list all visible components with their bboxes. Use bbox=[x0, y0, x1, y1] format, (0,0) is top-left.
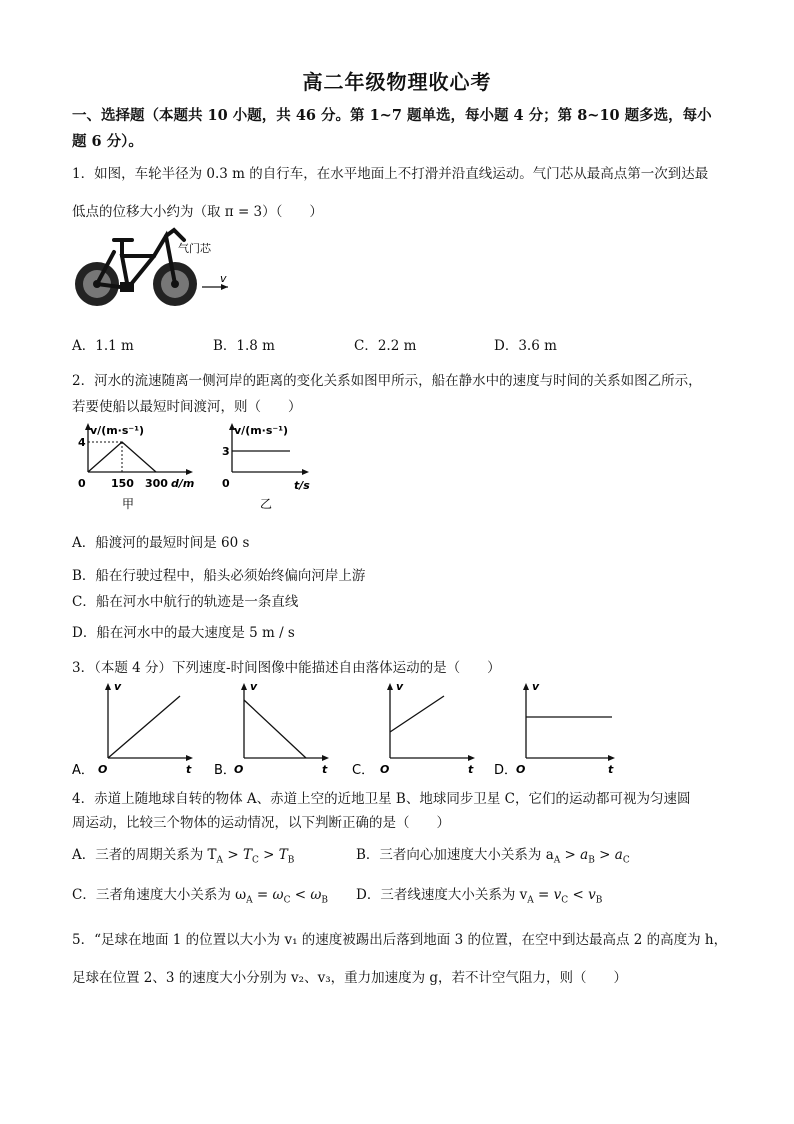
pedal bbox=[120, 282, 134, 292]
q3c-origin: O bbox=[380, 763, 390, 776]
yi-origin: 0 bbox=[222, 477, 230, 490]
jia-xtick-150: 150 bbox=[111, 477, 134, 490]
jia-ytick: 4 bbox=[78, 436, 86, 449]
jia-xlabel: d/m bbox=[171, 477, 195, 490]
q3-graphs bbox=[72, 676, 632, 780]
q1-stem-line2: 低点的位移大小约为（取 π = 3）（ ） bbox=[72, 204, 323, 220]
q2-option-d[interactable]: D．船在河水中的最大速度是 5 m / s bbox=[72, 625, 295, 641]
section-heading bbox=[72, 103, 732, 155]
q4-stem-line2: 周运动，比较三个物体的运动情况，以下判断正确的是（ ） bbox=[72, 815, 450, 831]
q3-letter-d: D． bbox=[494, 763, 518, 778]
q3-graph-c[interactable] bbox=[352, 680, 475, 778]
q5-stem-line2: 足球在位置 2、3 的速度大小分别为 v₂、v₃，重力加速度为 g，若不计空气阻力，则（ ） bbox=[72, 970, 628, 986]
q3d-v-label: v bbox=[532, 680, 540, 693]
bicycle-figure bbox=[70, 226, 240, 318]
graph-jia bbox=[78, 423, 194, 511]
jia-origin: 0 bbox=[78, 477, 86, 490]
q4-stem-line1: 4．赤道上随地球自转的物体 A、赤道上空的近地卫星 B、地球同步卫星 C，它们的运动都可视为匀速圆 bbox=[72, 791, 691, 807]
q4-option-d[interactable]: D．三者线速度大小关系为 $v_A = v_C < v_B$ bbox=[356, 887, 603, 906]
section-heading-line2: 题 6 分）。 bbox=[72, 133, 143, 150]
jia-caption: 甲 bbox=[122, 497, 135, 511]
q3d-t-label: t bbox=[608, 763, 614, 776]
q3a-t-label: t bbox=[186, 763, 192, 776]
q1-option-a[interactable]: A．1.1 m bbox=[72, 338, 134, 354]
q1-option-b[interactable]: B．1.8 m bbox=[213, 338, 275, 354]
valve-label: 气门芯 bbox=[178, 242, 211, 255]
q3-graph-d[interactable] bbox=[494, 680, 615, 778]
q3-graph-b[interactable] bbox=[214, 680, 329, 778]
q3d-origin: O bbox=[516, 763, 526, 776]
q2-option-c[interactable]: C．船在河水中航行的轨迹是一条直线 bbox=[72, 594, 299, 610]
q4-option-a-text: A．三者的周期关系为 T bbox=[72, 847, 217, 863]
q3-letter-a: A． bbox=[72, 763, 94, 778]
q3a-origin: O bbox=[98, 763, 108, 776]
q2-option-b[interactable]: B．船在行驶过程中，船头必须始终偏向河岸上游 bbox=[72, 568, 366, 584]
q4-option-c-text: C．三者角速度大小关系为 ω bbox=[72, 887, 247, 903]
yi-caption: 乙 bbox=[260, 497, 273, 511]
q3-stem-line1: 3．（本题 4 分）下列速度-时间图像中能描述自由落体运动的是（ ） bbox=[72, 660, 501, 676]
q2-stem-line2: 若要使船以最短时间渡河，则（ ） bbox=[72, 399, 302, 415]
q3b-t-label: t bbox=[322, 763, 328, 776]
q4-option-b[interactable]: B．三者向心加速度大小关系为 $a_A > a_B > a_C$ bbox=[356, 847, 630, 866]
q4-option-b-text: B．三者向心加速度大小关系为 a bbox=[356, 847, 554, 863]
q3-letter-c: C． bbox=[352, 763, 375, 778]
q3-letter-b: B． bbox=[214, 763, 236, 778]
q3-graph-a[interactable] bbox=[72, 680, 193, 778]
q3b-v-label: v bbox=[250, 680, 258, 693]
yi-xlabel: t/s bbox=[294, 479, 310, 492]
q5-stem-line1: 5．“足球在地面 1 的位置以大小为 v₁ 的速度被踢出后落到地面 3 的位置，在空中到达最高点 2 的高度为 h， bbox=[72, 932, 728, 948]
q3a-line bbox=[108, 696, 180, 758]
q3b-line bbox=[244, 700, 306, 758]
section-heading-line1: 一、选择题（本题共 10 小题，共 46 分。第 1~7 题单选，每小题 4 分；第 8~10 题多选，每小 bbox=[72, 107, 712, 124]
yi-ylabel: v/(m·s⁻¹) bbox=[234, 424, 289, 437]
jia-ylabel: v/(m·s⁻¹) bbox=[90, 424, 145, 437]
yi-ytick: 3 bbox=[222, 445, 230, 458]
q3a-v-label: v bbox=[114, 680, 122, 693]
q3b-origin: O bbox=[234, 763, 244, 776]
q4-option-c[interactable]: C．三者角速度大小关系为 $\omega_A = \omega_C < \omega_B$ bbox=[72, 887, 328, 906]
q1-option-c[interactable]: C．2.2 m bbox=[354, 338, 417, 354]
q2-figures bbox=[72, 420, 332, 516]
q2-stem-line1: 2．河水的流速随离一侧河岸的距离的变化关系如图甲所示，船在静水中的速度与时间的关系如图乙所示， bbox=[72, 373, 702, 389]
q1-stem-line1: 1．如图，车轮半径为 0.3 m 的自行车，在水平地面上不打滑并沿直线运动。气门芯从最高点第一次到达最 bbox=[72, 166, 709, 182]
q3c-line bbox=[390, 696, 444, 732]
jia-xtick-300: 300 bbox=[145, 477, 168, 490]
q4-option-d-text: D．三者线速度大小关系为 v bbox=[356, 887, 528, 903]
q3c-t-label: t bbox=[468, 763, 474, 776]
velocity-label: v bbox=[220, 272, 227, 285]
q4-option-a[interactable]: A．三者的周期关系为 $T_A > T_C > T_B$ bbox=[72, 847, 295, 866]
q2-option-a[interactable]: A．船渡河的最短时间是 60 s bbox=[72, 535, 250, 551]
page-title: 高二年级物理收心考 bbox=[302, 70, 492, 94]
q1-option-d[interactable]: D．3.6 m bbox=[494, 338, 557, 354]
q3c-v-label: v bbox=[396, 680, 404, 693]
graph-yi bbox=[222, 423, 310, 511]
